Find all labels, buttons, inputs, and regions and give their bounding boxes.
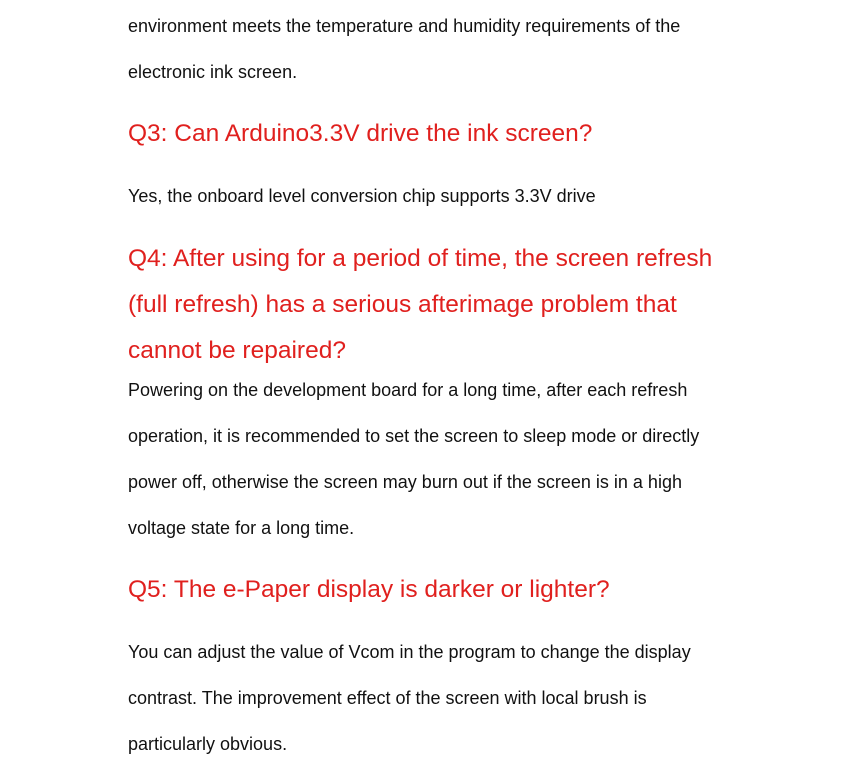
answer-q5-line: contrast. The improvement effect of the screen with local brush is — [128, 688, 647, 708]
answer-q4-line: voltage state for a long time. — [128, 518, 355, 538]
question-q4-heading: (full refresh) has a serious afterimage problem that — [128, 291, 677, 318]
intro-line: environment meets the temperature and humidity requirements of the — [128, 16, 681, 36]
answer-q5-line: particularly obvious. — [128, 734, 288, 754]
question-q4-heading: Q4: After using for a period of time, the screen refresh — [128, 245, 713, 272]
question-q3-heading: Q3: Can Arduino3.3V drive the ink screen? — [128, 120, 593, 147]
intro-line: electronic ink screen. — [128, 62, 298, 82]
answer-q5-line: You can adjust the value of Vcom in the program to change the display — [128, 642, 691, 662]
answer-q4-line: power off, otherwise the screen may burn out if the screen is in a high — [128, 472, 682, 492]
answer-q4-line: Powering on the development board for a long time, after each refresh — [128, 380, 688, 400]
answer-q4-line: operation, it is recommended to set the screen to sleep mode or directly — [128, 426, 700, 446]
answer-q3-line: Yes, the onboard level conversion chip supports 3.3V drive — [128, 186, 596, 206]
question-q4-heading: cannot be repaired? — [128, 337, 346, 364]
question-q5-heading: Q5: The e-Paper display is darker or lighter? — [128, 576, 610, 603]
